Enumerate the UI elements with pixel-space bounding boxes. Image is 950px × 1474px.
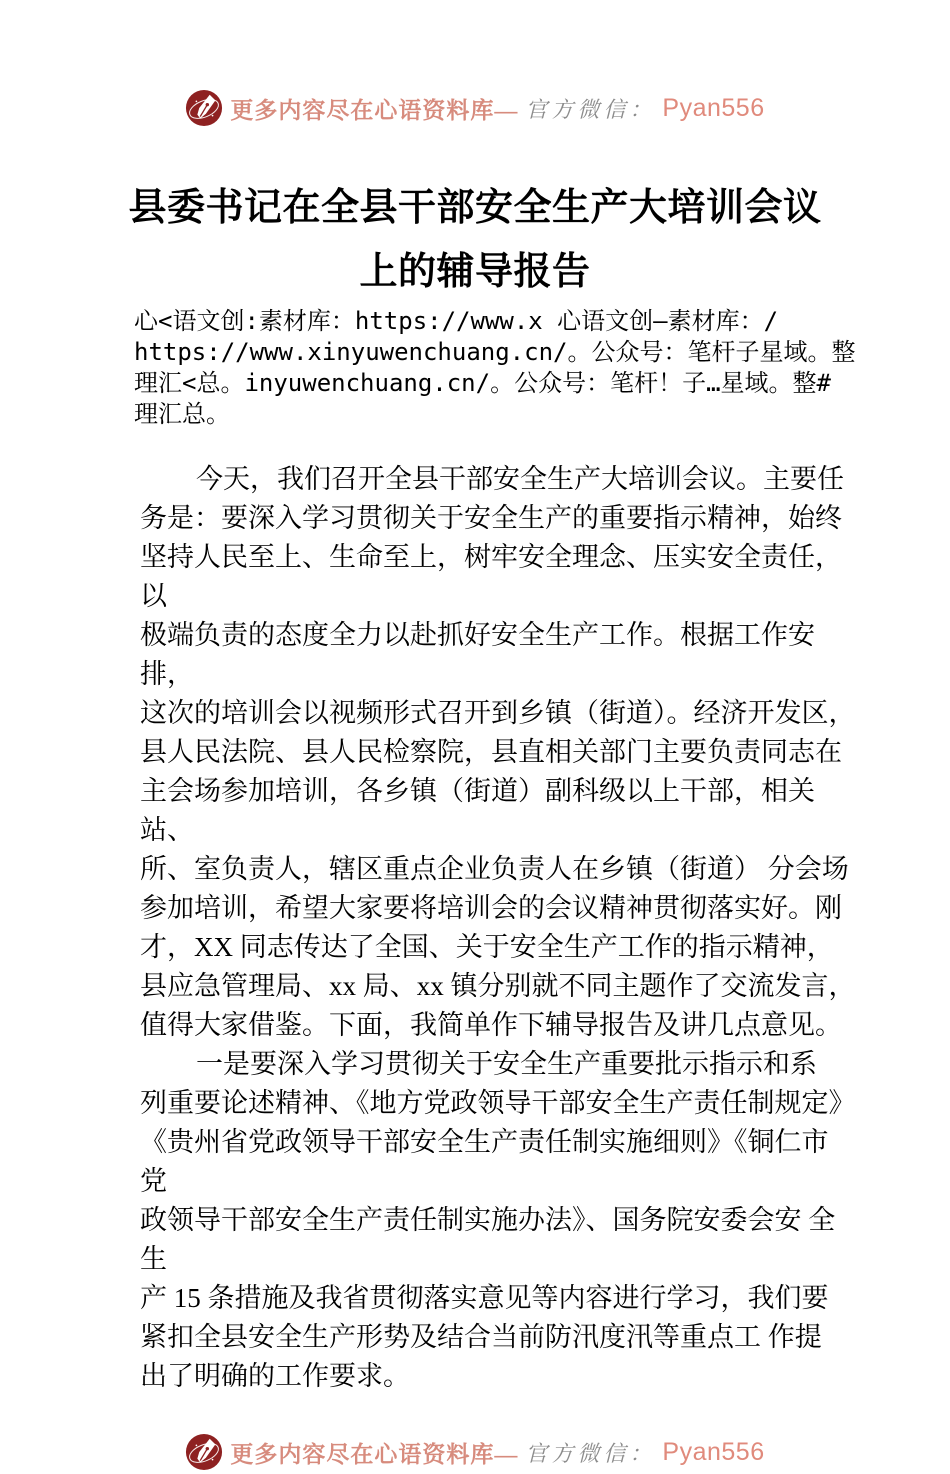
paragraph-1 [140,460,860,1045]
banner-slogan: 更多内容尽在心语资料库— [230,1441,519,1467]
body-line: 极端负责的态度全力以赴抓好安全生产工作。根据工作安排， [140,620,815,689]
body-line: 主会场参加培训，各乡镇（街道）副科级以上干部，相关站、 [140,776,815,845]
banner-wechat-label: 官方微信： [525,96,656,122]
source-line: 理汇总。 [134,400,230,428]
banner-wechat-label: 官方微信： [525,1440,656,1466]
document-title [0,176,950,304]
body-line: 出了明确的工作要求。 [140,1361,410,1391]
body-line: 《贵州省党政领导干部安全生产责任制实施细则》《铜仁市 党 [140,1127,836,1196]
body-line: 一是要深入学习贯彻关于安全生产重要批示指示和系 [196,1049,817,1079]
document-page [0,86,950,1467]
source-line: https://www.xinyuwenchuang.cn/。公众号：笔杆子星域。整 [134,338,856,366]
header-banner [0,86,950,130]
body-line: 值得大家借鉴。下面，我简单作下辅导报告及讲几点意见。 [140,1010,842,1040]
source-line: 理汇<总。inyuwenchuang.cn/。公众号：笔杆！子…星域。整# [134,369,831,397]
body-line: 务是：要深入学习贯彻关于安全生产的重要指示精神，始终 [140,503,842,533]
body-line: 这次的培训会以视频形式召开到乡镇（街道）。经济开发区， [140,698,856,728]
body-line: 县应急管理局、xx 局、xx 镇分别就不同主题作了交流发言， [140,971,856,1001]
body-line: 才，XX 同志传达了全国、关于安全生产工作的指示精神， [140,932,834,962]
title-line-2: 上的辅导报告 [359,251,591,293]
document-body [140,460,860,1396]
banner-wechat-account: Pyan556 [662,93,765,122]
body-line: 产 15 条措施及我省贯彻落实意见等内容进行学习，我们要 [140,1283,829,1313]
body-line: 县人民法院、县人民检察院，县直相关部门主要负责同志在 [140,737,842,767]
source-watermark-block [134,306,860,430]
body-line: 坚持人民至上、生命至上，树牢安全理念、压实安全责任， 以 [140,542,856,611]
paragraph-2 [140,1045,860,1396]
body-line: 紧扣全县安全生产形势及结合当前防汛度汛等重点工 作提 [140,1322,822,1352]
body-line: 所、室负责人，辖区重点企业负责人在乡镇（街道） 分会场 [140,854,849,884]
source-line: 心<语文创:素材库：https://www.x 心语文创—素材库：/ [134,307,779,335]
body-line: 列重要论述精神、《地方党政领导干部安全生产责任制规定》 [140,1088,856,1118]
body-line: 今天，我们召开全县干部安全生产大培训会议。主要任 [196,464,844,494]
pen-nib-logo-icon [185,89,223,127]
banner-slogan: 更多内容尽在心语资料库— [230,97,519,123]
pen-nib-logo-icon [185,1433,223,1471]
footer-banner [0,1430,950,1474]
banner-wechat-account: Pyan556 [662,1437,765,1466]
title-line-1: 县委书记在全县干部安全生产大培训会议 [128,187,822,229]
body-line: 政领导干部安全生产责任制实施办法》、国务院安委会安 全生 [140,1205,836,1274]
body-line: 参加培训，希望大家要将培训会的会议精神贯彻落实好。刚 [140,893,842,923]
